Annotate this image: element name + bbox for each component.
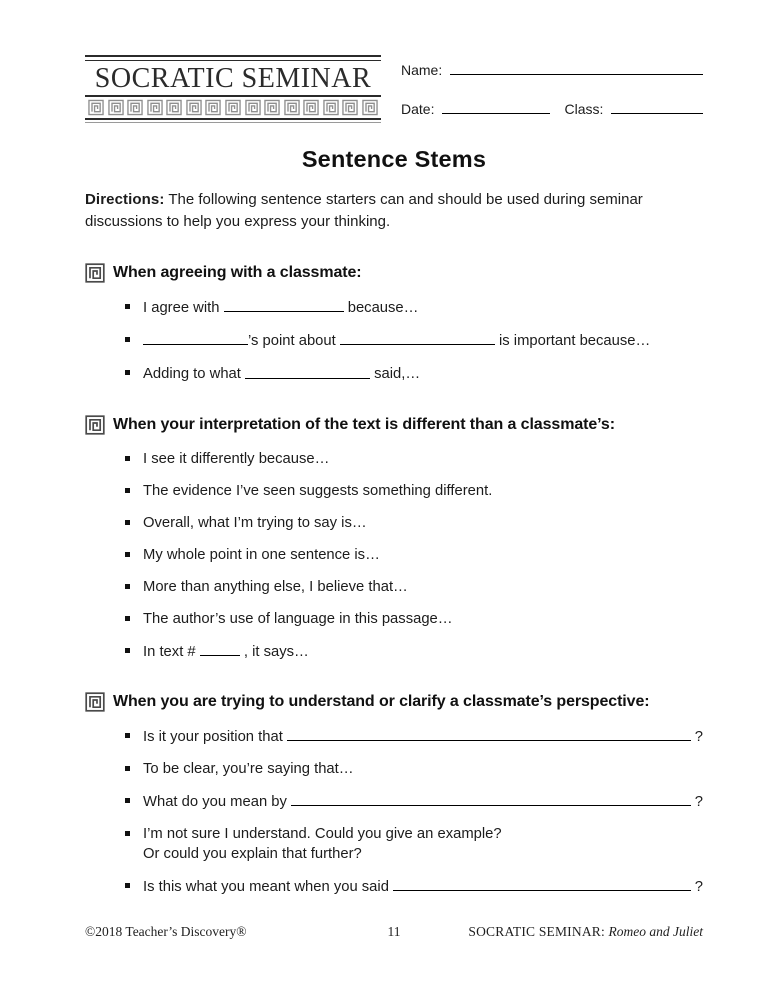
greek-key-icon	[323, 99, 339, 116]
greek-key-icon	[362, 99, 378, 116]
sentence-stem-item	[125, 609, 703, 629]
stem-list	[125, 297, 703, 384]
stem-text: said,…	[370, 366, 421, 383]
section-heading	[85, 692, 703, 712]
stem-text: Is this what you meant when you said	[143, 878, 394, 895]
write-in-blank[interactable]	[224, 297, 344, 312]
book-reference	[401, 924, 704, 940]
sentence-stem-item	[125, 330, 703, 351]
class-label: Class:	[564, 100, 604, 117]
write-in-blank[interactable]	[291, 791, 691, 806]
directions-label: Directions:	[85, 191, 165, 209]
book-title: Romeo and Juliet	[608, 924, 703, 939]
stem-text: I see it differently because…	[143, 450, 330, 467]
greek-key-icon	[303, 99, 319, 116]
sentence-stem-item	[125, 577, 703, 597]
copyright-text: ©2018 Teacher’s Discovery®	[85, 924, 247, 939]
greek-key-icon	[108, 99, 124, 116]
section-heading-text: When agreeing with a classmate:	[113, 264, 362, 282]
stem-text: is important because…	[494, 333, 651, 350]
sentence-stem-item	[125, 449, 703, 469]
stem-text: My whole point in one sentence is…	[143, 546, 380, 563]
stem-list	[125, 726, 703, 897]
date-line[interactable]	[442, 99, 550, 113]
date-class-row	[401, 99, 703, 116]
stem-text: To be clear, you’re saying that…	[143, 760, 354, 777]
greek-key-icon	[85, 263, 105, 283]
page-title: Sentence Stems	[301, 146, 487, 173]
sentence-stem-item	[125, 726, 703, 747]
stem-text: I agree with	[143, 300, 224, 317]
sentence-stem-item	[125, 545, 703, 565]
class-line[interactable]	[611, 99, 703, 113]
write-in-blank[interactable]	[143, 330, 248, 345]
name-line[interactable]	[450, 61, 703, 75]
greek-key-icon	[85, 415, 105, 435]
directions-text: The following sentence starters can and should be used during seminar discussions to help you express your thinking.	[85, 191, 643, 231]
stem-text: Is it your position that	[143, 728, 287, 745]
greek-key-icon	[186, 99, 202, 116]
stem-text: ’s point about	[248, 333, 340, 350]
stem-text: Adding to what	[143, 366, 246, 383]
section-heading-text: When your interpretation of the text is different than a classmate’s:	[113, 415, 615, 433]
stem-list	[125, 449, 703, 662]
stem-text: The author’s use of language in this passage…	[143, 610, 453, 627]
page-header	[85, 55, 703, 123]
greek-key-icon	[225, 99, 241, 116]
date-label: Date:	[401, 100, 435, 117]
section-heading	[85, 263, 703, 283]
directions	[85, 189, 703, 233]
section-heading-text: When you are trying to understand or clarify a classmate’s perspective:	[113, 692, 650, 710]
stem-text: More than anything else, I believe that…	[143, 578, 408, 595]
logo-top-rule	[85, 55, 381, 61]
section-agreeing	[85, 263, 703, 384]
stem-text: ?	[690, 793, 703, 810]
stem-text: , it says…	[239, 643, 309, 660]
greek-key-border	[85, 95, 381, 123]
stem-text: I’m not sure I understand. Could you give an example?	[143, 825, 502, 842]
stem-text: because…	[343, 300, 419, 317]
sentence-stem-item	[125, 513, 703, 533]
logo-title: SOCRATIC SEMINAR	[94, 63, 372, 94]
greek-key-icon	[284, 99, 300, 116]
sentence-stem-item	[125, 641, 703, 662]
sentence-stem-item	[125, 824, 703, 864]
page-footer	[85, 924, 703, 940]
name-label: Name:	[401, 62, 443, 79]
greek-key-icon	[264, 99, 280, 116]
stem-text: What do you mean by	[143, 793, 292, 810]
section-different-interpretation	[85, 415, 703, 662]
stem-text: Or could you explain that further?	[143, 845, 362, 862]
stem-text: In text #	[143, 643, 200, 660]
write-in-blank[interactable]	[393, 876, 691, 891]
greek-key-icon	[127, 99, 143, 116]
write-in-blank[interactable]	[287, 726, 691, 741]
write-in-blank[interactable]	[340, 330, 495, 345]
sentence-stem-item	[125, 363, 703, 384]
series-title: SOCRATIC SEMINAR:	[468, 924, 605, 939]
page-number: 11	[387, 924, 401, 939]
sentence-stem-item	[125, 791, 703, 812]
write-in-blank[interactable]	[200, 641, 240, 656]
stem-text: ?	[690, 728, 703, 745]
greek-key-icon	[85, 692, 105, 712]
stem-text: ?	[690, 878, 703, 895]
write-in-blank[interactable]	[245, 363, 370, 378]
greek-key-icon	[166, 99, 182, 116]
greek-key-icon	[88, 99, 104, 116]
student-info-fields	[401, 55, 703, 117]
sentence-stem-item	[125, 297, 703, 318]
stem-text: Overall, what I’m trying to say is…	[143, 514, 367, 531]
name-row	[401, 61, 703, 78]
greek-key-icon	[245, 99, 261, 116]
greek-key-icon	[205, 99, 221, 116]
sentence-stem-item	[125, 876, 703, 897]
section-heading	[85, 415, 703, 435]
sentence-stem-item	[125, 759, 703, 779]
greek-key-icon	[342, 99, 358, 116]
stem-text: The evidence I’ve seen suggests something different.	[143, 482, 493, 499]
greek-key-icon	[147, 99, 163, 116]
socratic-seminar-logo	[85, 55, 381, 123]
section-clarify-perspective	[85, 692, 703, 897]
greek-key-strip	[85, 95, 381, 120]
sentence-stem-item	[125, 481, 703, 501]
